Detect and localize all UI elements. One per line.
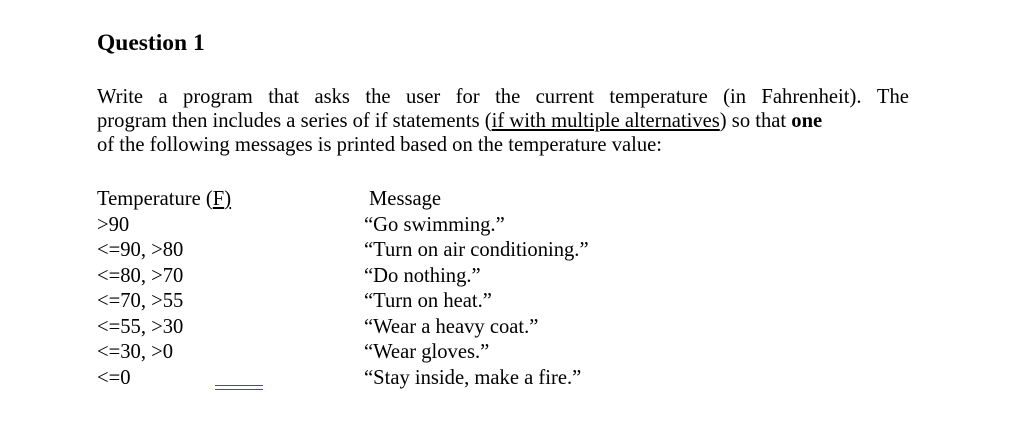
message-column [361, 187, 589, 391]
temperature-cell: >90 [97, 213, 130, 236]
temperature-cell: <=90, >80 [97, 239, 184, 261]
message-cell: “Wear a heavy coat.” [364, 315, 539, 338]
prompt-word: a [158, 86, 168, 108]
prompt-word: Fahrenheit). [761, 86, 862, 108]
temperature-unit: F [212, 188, 225, 210]
prompt-word: (in [723, 86, 747, 108]
temperature-column [97, 187, 231, 391]
prompt-text: program then includes a series of if statements ( [97, 110, 492, 132]
temperature-header-paren: ) [224, 188, 232, 210]
question-prompt [97, 85, 909, 157]
message-cell: “Turn on heat.” [364, 290, 492, 312]
hyperlink-double-underline [215, 385, 263, 390]
question-heading: Question 1 [97, 30, 205, 56]
temperature-cell: <=55, >30 [97, 315, 184, 338]
prompt-text: ) so that [719, 110, 792, 132]
prompt-word: that [268, 86, 300, 108]
temperature-cell: <=70, >55 [97, 290, 184, 312]
temperature-cell: <=80, >70 [97, 264, 184, 287]
prompt-word: The [876, 86, 909, 108]
prompt-line-1 [97, 85, 909, 109]
prompt-word: program [183, 86, 253, 108]
temperature-cell: <=0 [97, 366, 131, 389]
message-header: Message [369, 188, 442, 210]
prompt-line-2 [97, 109, 909, 133]
message-cell: “Stay inside, make a fire.” [364, 366, 582, 389]
prompt-word: temperature [609, 86, 708, 108]
prompt-word: for [455, 86, 480, 108]
prompt-word: the [495, 86, 521, 108]
bold-word: one [791, 110, 823, 132]
underlined-phrase: if with multiple alternatives [491, 110, 720, 132]
temperature-cell: <=30, >0 [97, 341, 174, 363]
temperature-header [97, 187, 231, 213]
message-cell: “Wear gloves.” [364, 341, 490, 363]
prompt-word: user [405, 86, 441, 108]
prompt-word: the [365, 86, 391, 108]
prompt-word: asks [314, 86, 350, 108]
temperature-header-label: Temperature ( [97, 188, 213, 210]
message-cell: “Go swimming.” [364, 213, 505, 236]
message-cell: “Do nothing.” [364, 264, 481, 287]
prompt-line-3: of the following messages is printed based on the temperature value: [97, 134, 663, 156]
prompt-word: Write [97, 86, 144, 108]
prompt-word: current [535, 86, 594, 108]
message-cell: “Turn on air conditioning.” [364, 239, 589, 261]
